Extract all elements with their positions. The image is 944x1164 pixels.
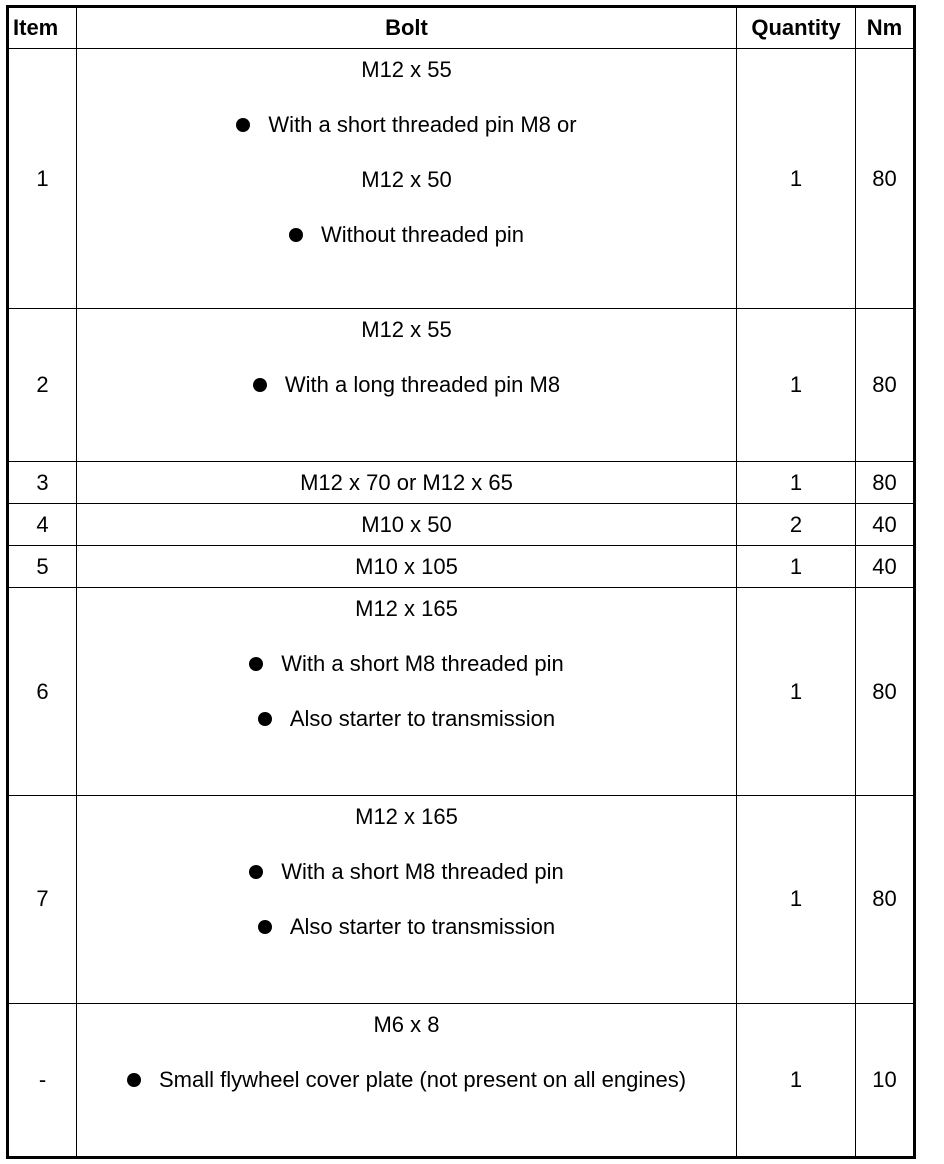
header-row <box>8 7 915 49</box>
table-body <box>8 49 915 1158</box>
bolt-torque-table <box>6 5 916 1159</box>
bolt-line <box>355 598 458 653</box>
bullet-icon <box>253 378 267 392</box>
bolt-cell <box>77 546 737 588</box>
quantity-cell: 1 <box>737 49 856 309</box>
nm-cell: 80 <box>856 795 915 1003</box>
bolt-line <box>258 913 556 971</box>
bolt-line <box>361 319 452 374</box>
quantity-cell: 1 <box>737 462 856 504</box>
bolt-line-text: Small flywheel cover plate (not present on all engines) <box>158 1066 687 1092</box>
bullet-icon <box>249 657 263 671</box>
item-cell: 3 <box>8 462 77 504</box>
nm-cell: 10 <box>856 1003 915 1157</box>
bolt-line <box>127 1066 687 1124</box>
bullet-icon <box>258 712 272 726</box>
quantity-cell: 1 <box>737 309 856 462</box>
nm-cell: 80 <box>856 588 915 795</box>
quantity-cell: 2 <box>737 504 856 546</box>
bolt-line-text: With a short M8 threaded pin <box>281 858 564 884</box>
table-row <box>8 546 915 588</box>
bolt-cell <box>77 1003 737 1157</box>
bolt-cell <box>77 309 737 462</box>
nm-cell: 80 <box>856 462 915 504</box>
item-cell: 4 <box>8 504 77 546</box>
bolt-line-text: M12 x 50 <box>361 167 452 192</box>
item-cell: 1 <box>8 49 77 309</box>
bolt-line-text: M12 x 165 <box>355 596 458 622</box>
table-row <box>8 795 915 1003</box>
bolt-line <box>249 653 563 708</box>
header-item: Item <box>8 7 77 49</box>
bolt-line <box>355 803 458 861</box>
nm-cell: 40 <box>856 504 915 546</box>
bolt-line-text: M6 x 8 <box>373 1011 440 1037</box>
nm-cell: 80 <box>856 309 915 462</box>
bolt-line-text: Without threaded pin <box>320 222 525 247</box>
bolt-line <box>361 59 452 114</box>
bolt-line-text: With a short threaded pin M8 or <box>268 112 577 137</box>
bullet-icon <box>249 865 263 879</box>
bolt-line-text: M12 x 55 <box>361 57 452 82</box>
quantity-cell: 1 <box>737 588 856 795</box>
item-cell: 5 <box>8 546 77 588</box>
quantity-cell: 1 <box>737 795 856 1003</box>
header-quantity: Quantity <box>737 7 856 49</box>
header-nm: Nm <box>856 7 915 49</box>
bolt-line-text: M12 x 70 or M12 x 65 <box>300 469 513 495</box>
bolt-cell <box>77 588 737 795</box>
bullet-icon <box>236 118 250 132</box>
table-row <box>8 504 915 546</box>
item-cell: 2 <box>8 309 77 462</box>
bolt-line <box>236 114 576 169</box>
bolt-cell <box>77 504 737 546</box>
bolt-cell <box>77 462 737 504</box>
item-cell: 7 <box>8 795 77 1003</box>
bolt-line-text: M12 x 165 <box>355 803 458 829</box>
bolt-line-text: Also starter to transmission <box>289 913 556 939</box>
table-row <box>8 462 915 504</box>
bolt-line-text: M10 x 50 <box>361 511 452 537</box>
bullet-icon <box>258 920 272 934</box>
bolt-line <box>361 169 452 224</box>
bolt-line-text: M12 x 55 <box>361 317 452 343</box>
item-cell: 6 <box>8 588 77 795</box>
bolt-line <box>249 858 564 916</box>
bolt-cell <box>77 49 737 309</box>
nm-cell: 40 <box>856 546 915 588</box>
bolt-line-text: With a short M8 threaded pin <box>281 651 564 677</box>
quantity-cell: 1 <box>737 546 856 588</box>
table-row <box>8 309 915 462</box>
bullet-icon <box>127 1073 141 1087</box>
bolt-cell <box>77 795 737 1003</box>
bolt-line <box>373 1011 440 1069</box>
bolt-line-text: Also starter to transmission <box>289 706 556 732</box>
nm-cell: 80 <box>856 49 915 309</box>
bolt-line <box>289 224 524 279</box>
bolt-line <box>258 708 555 763</box>
bolt-line-text: M10 x 105 <box>355 553 458 579</box>
table-row <box>8 588 915 795</box>
header-bolt: Bolt <box>77 7 737 49</box>
item-cell: - <box>8 1003 77 1157</box>
bolt-line-text: With a long threaded pin M8 <box>284 372 561 398</box>
table-row <box>8 49 915 309</box>
bolt-line <box>253 374 560 429</box>
bullet-icon <box>289 228 303 242</box>
table-row <box>8 1003 915 1157</box>
quantity-cell: 1 <box>737 1003 856 1157</box>
